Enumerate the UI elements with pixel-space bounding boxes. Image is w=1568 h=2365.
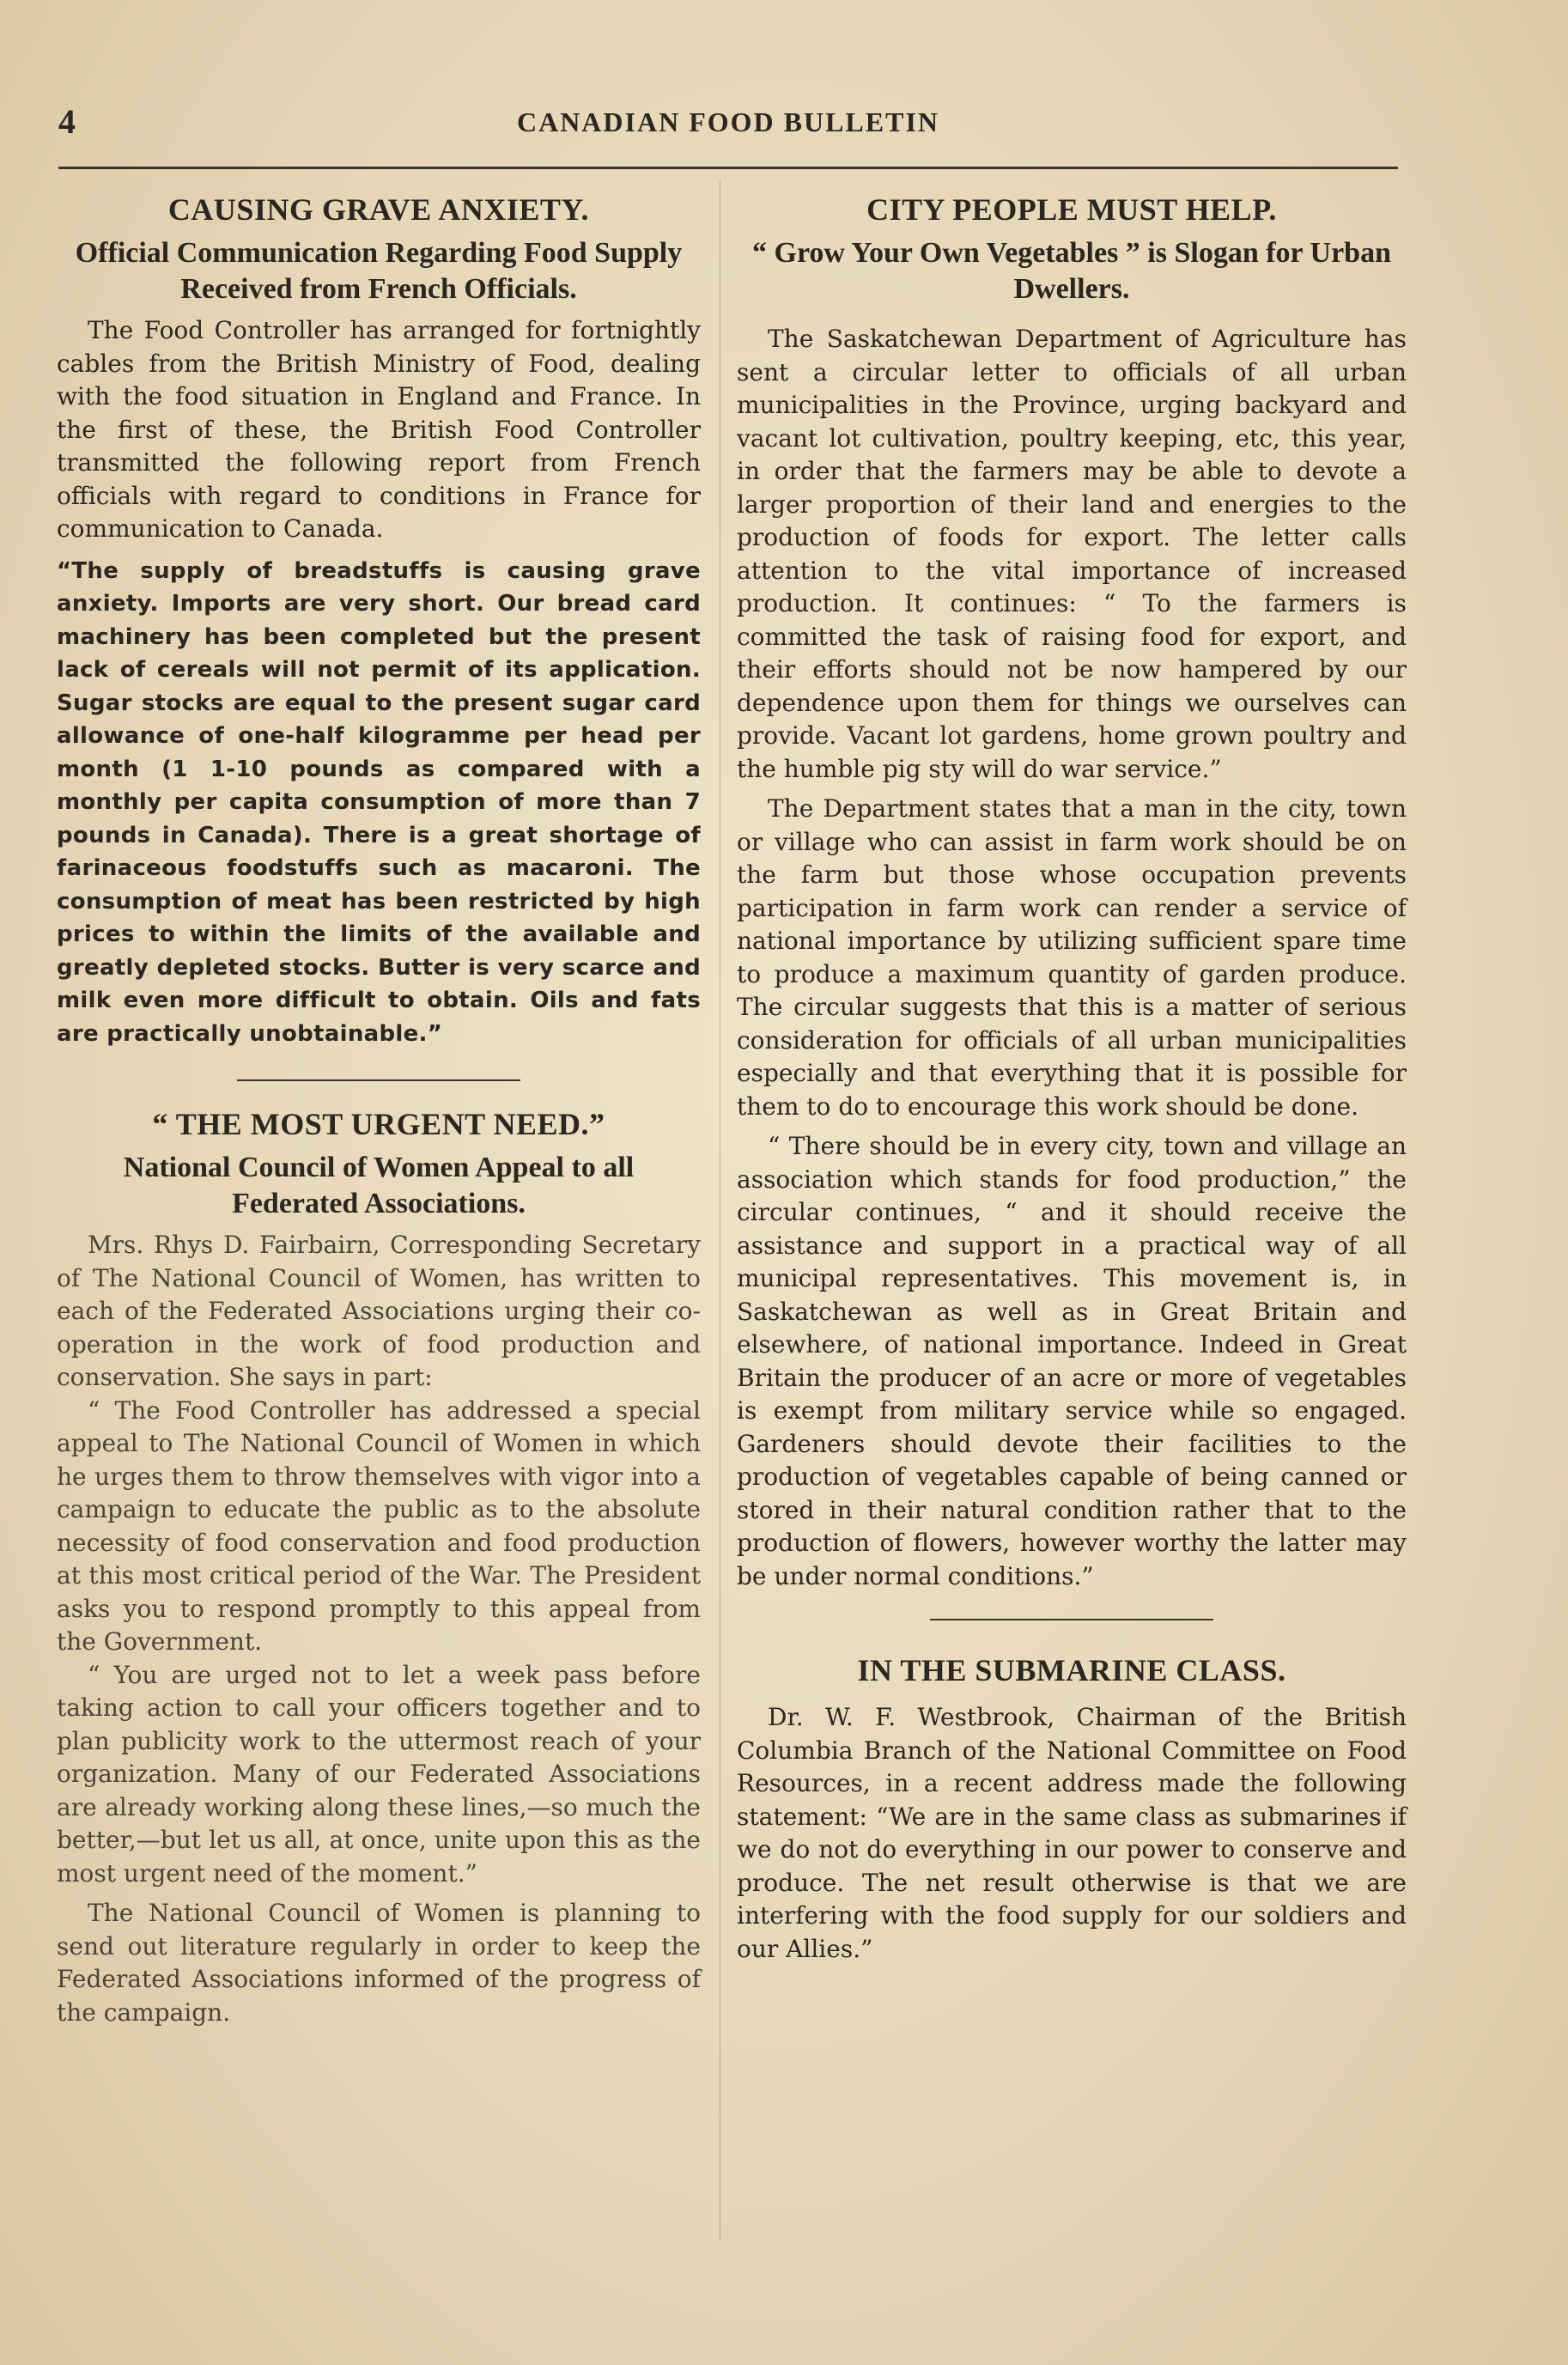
article-paragraph: Mrs. Rhys D. Fairbairn, Corresponding Secretary of The National Council of Women, has written to each of the Federated Associations urging their co-operation in the work of food production and conservation. She says in part:: [57, 1231, 701, 1391]
article-title: IN THE SUBMARINE CLASS.: [857, 1653, 1286, 1687]
article-urgent-need: [57, 1105, 701, 2029]
article-submarine: [737, 1651, 1407, 1966]
section-divider: [930, 1619, 1213, 1620]
page-header: [58, 101, 1398, 153]
page-number: 4: [58, 102, 76, 141]
article-subtitle: Official Communication Regarding Food Supply Received from French Officials.: [75, 237, 683, 305]
article-title: CITY PEOPLE MUST HELP.: [866, 192, 1277, 227]
header-rule: [58, 167, 1398, 169]
article-paragraph: The Department states that a man in the city, town or village who can assist in farm work should be on the farm but those whose occupation prevents participation in farm work can render a service of national importance by utilizing sufficient spare time to produce a maximum quantity of garden produce. The circular suggests that this is a matter of serious consideration for officials of all urban municipalities especially and that everything that it is possible for them to do to encourage this work should be done.: [737, 794, 1407, 1121]
article-paragraph: “ You are urged not to let a week pass before taking action to call your officers together and to plan publicity work to the uttermost reach of your organization. Many of our Federated Associations are already working along these lines,—so much the better,—but let us all, at once, unite upon this as the most urgent need of the moment.”: [57, 1660, 701, 1888]
article-city-people: [737, 191, 1407, 1593]
article-paragraph: “ There should be in every city, town and village an association which stands for food production,” the circular continues, “ and it should receive the assistance and support in a practical way of all municipal representatives. This movement is, in Saskatchewan as well as in Great Britain and elsewhere, of national importance. Indeed in Great Britain the producer of an acre or more of vegetables is exempt from military service while so engaged. Gardeners should devote their facilities to the production of vegetables capable of being canned or stored in their natural condition rather that to the production of flowers, however worthy the latter may be under normal conditions.”: [737, 1132, 1407, 1590]
article-title: “ THE MOST URGENT NEED.”: [152, 1107, 605, 1141]
article-paragraph: The Saskatchewan Department of Agriculture has sent a circular letter to officials of all urban municipalities in the Province, urging backyard and vacant lot cultivation, poultry keeping, etc, this year, in order that the farmers may be able to devote a larger proportion of their land and energies to the production of foods for export. The letter calls attention to the vital importance of increased production. It continues: “ To the farmers is committed the task of raising food for export, and their efforts should not be now hampered by our dependence upon them for things we ourselves can provide. Vacant lot gardens, home grown poultry and the humble pig sty will do war service.”: [737, 325, 1407, 783]
article-grave-anxiety: [57, 191, 701, 1050]
article-quote: “The supply of breadstuffs is causing grave anxiety. Imports are very short. Our bread card machinery has been completed but the present lack of cereals will not permit of its application. Sugar stocks are equal to the present sugar card allowance of one-half kilogramme per head per month (1 1-10 pounds as compared with a monthly per capita consumption of more than 7 pounds in Canada). There is a great shortage of farinaceous foodstuffs such as macaroni. The consumption of meat has been restricted by high prices to within the limits of the available and greatly depleted stocks. Butter is very scarce and milk even more difficult to obtain. Oils and fats are practically unobtainable.”: [57, 557, 701, 1047]
right-column: [737, 191, 1407, 1966]
section-divider: [237, 1079, 520, 1081]
article-paragraph: The Food Controller has arranged for fortnightly cables from the British Ministry of Food, dealing with the food situation in England and France. In the first of these, the British Food Controller transmitted the following report from French officials with regard to conditions in France for communication to Canada.: [57, 316, 701, 543]
article-paragraph: “ The Food Controller has addressed a special appeal to The National Council of Women in which he urges them to throw themselves with vigor into a campaign to educate the public as to the absolute necessity of food conservation and food production at this most critical period of the War. The President asks you to respond promptly to this appeal from the Government.: [57, 1395, 701, 1656]
article-subtitle: National Council of Women Appeal to all Federated Associations.: [123, 1152, 635, 1219]
running-head: CANADIAN FOOD BULLETIN: [516, 106, 940, 137]
article-title: CAUSING GRAVE ANXIETY.: [167, 192, 590, 227]
article-paragraph: The National Council of Women is planning to send out literature regularly in order to keep the Federated Associations informed of the progress of the campaign.: [57, 1899, 701, 2027]
article-subtitle: “ Grow Your Own Vegetables ” is Slogan for Urban Dwellers.: [752, 237, 1391, 305]
article-paragraph: Dr. W. F. Westbrook, Chairman of the British Columbia Branch of the National Committee on Food Resources, in a recent address made the following statement: “We are in the same class as submarines if we do not do everything in our power to conserve and produce. The net result otherwise is that we are interfering with the food supply for our soldiers and our Allies.”: [737, 1703, 1407, 1963]
left-column: [57, 191, 701, 2029]
